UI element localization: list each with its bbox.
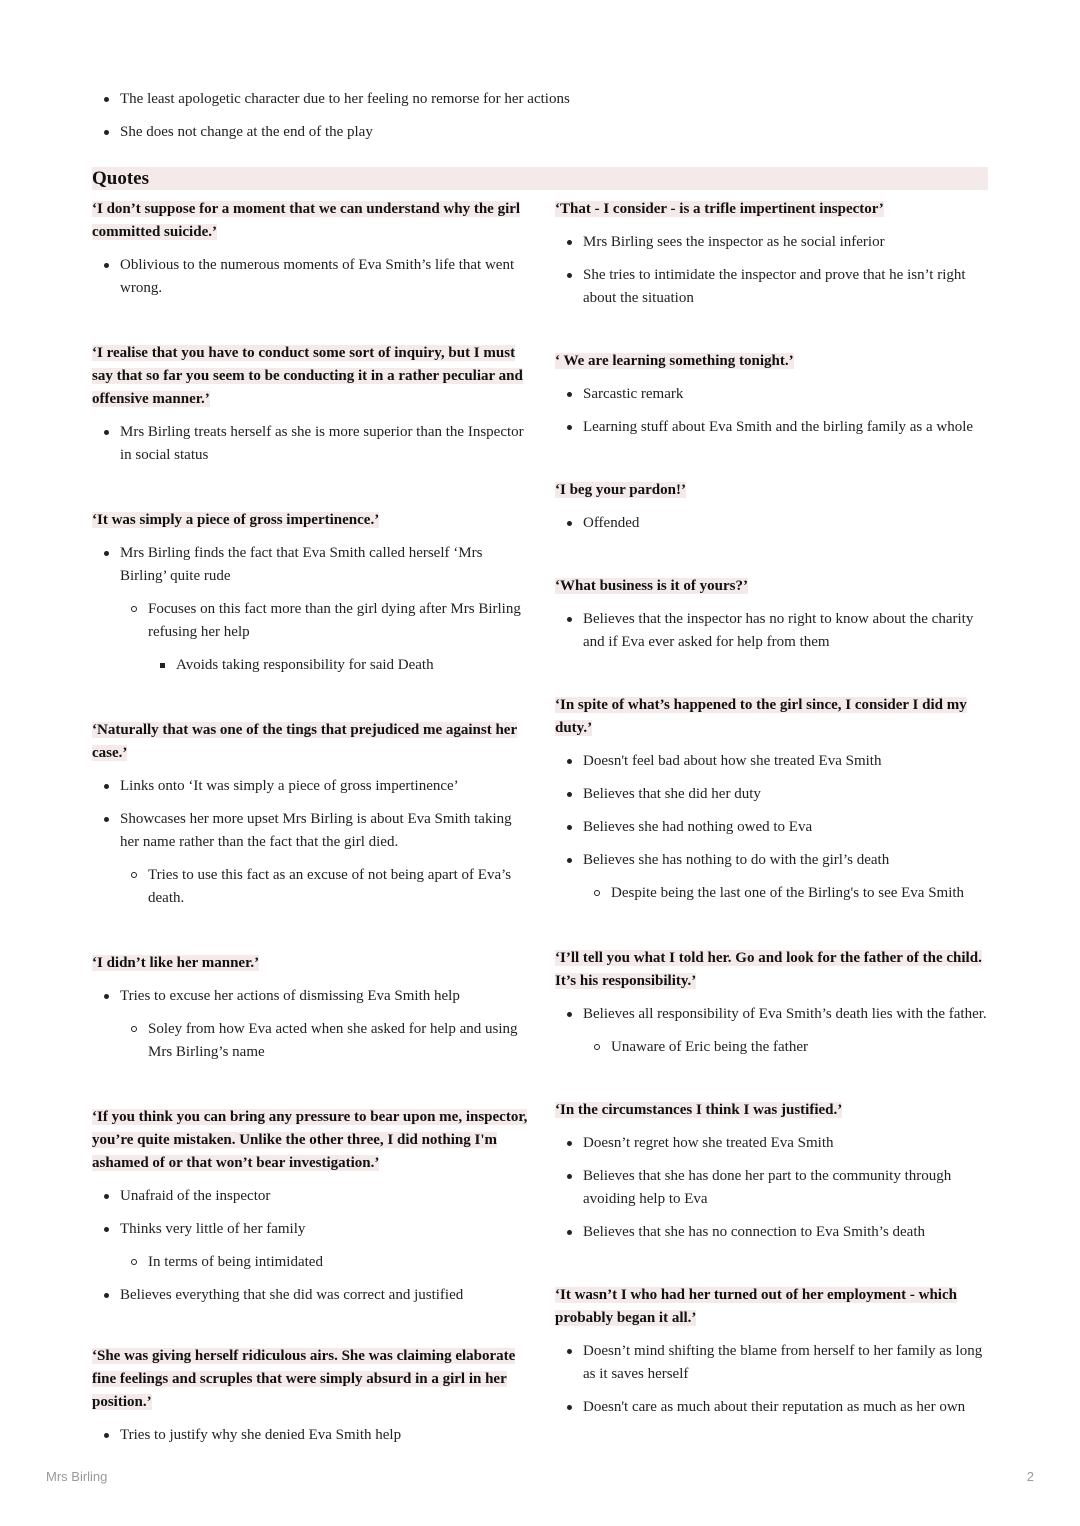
analysis-list bbox=[555, 1340, 990, 1419]
quote-block bbox=[555, 1099, 990, 1244]
analysis-list bbox=[92, 421, 528, 467]
analysis-list bbox=[92, 542, 528, 677]
quote-text bbox=[555, 198, 990, 221]
analysis-point: Offended bbox=[555, 512, 990, 535]
analysis-point: Believes that she did her duty bbox=[555, 783, 990, 806]
quote-text bbox=[555, 1284, 990, 1330]
quote-highlight: ‘That - I consider - is a trifle impertinent inspector’ bbox=[555, 201, 884, 217]
quote-block bbox=[92, 342, 528, 467]
quote-highlight: ‘In spite of what’s happened to the girl since, I consider I did my duty.’ bbox=[555, 697, 967, 736]
analysis-list bbox=[555, 231, 990, 310]
quote-highlight: ‘What business is it of yours?’ bbox=[555, 578, 748, 594]
quote-highlight: ‘Naturally that was one of the tings that prejudiced me against her case.’ bbox=[92, 722, 518, 761]
analysis-point: Links onto ‘It was simply a piece of gross impertinence’ bbox=[92, 775, 528, 798]
quote-text bbox=[555, 350, 990, 373]
page-number: 2 bbox=[1026, 1469, 1034, 1484]
quote-text bbox=[92, 719, 528, 765]
analysis-point: She tries to intimidate the inspector and prove that he isn’t right about the situation bbox=[555, 264, 990, 310]
quote-text bbox=[555, 1099, 990, 1122]
quote-highlight: ‘If you think you can bring any pressure to bear upon me, inspector, you’re quite mistaken. Unlike the other three, I did nothing I'm ashamed of or that won’t bear investigation.’ bbox=[92, 1109, 528, 1171]
analysis-point: Doesn't feel bad about how she treated Eva Smith bbox=[555, 750, 990, 773]
analysis-point: Oblivious to the numerous moments of Eva Smith’s life that went wrong. bbox=[92, 254, 528, 300]
quote-highlight: ‘It was simply a piece of gross impertinence.’ bbox=[92, 512, 380, 528]
analysis-point: Unaware of Eric being the father bbox=[555, 1036, 990, 1059]
quote-text bbox=[92, 198, 528, 244]
analysis-point: Learning stuff about Eva Smith and the birling family as a whole bbox=[555, 416, 990, 439]
quote-highlight: ‘In the circumstances I think I was justified.’ bbox=[555, 1102, 843, 1118]
quote-highlight: ‘ We are learning something tonight.’ bbox=[555, 353, 794, 369]
quote-highlight: ‘I’ll tell you what I told her. Go and look for the father of the child. It’s his responsibility.’ bbox=[555, 950, 982, 989]
analysis-list bbox=[92, 254, 528, 300]
quote-text bbox=[555, 479, 990, 502]
quotes-heading: Quotes bbox=[92, 167, 988, 190]
quote-block bbox=[555, 575, 990, 654]
analysis-list bbox=[555, 383, 990, 439]
analysis-point: Tries to excuse her actions of dismissing Eva Smith help bbox=[92, 985, 528, 1008]
analysis-point: Believes that the inspector has no right to know about the charity and if Eva ever asked for help from them bbox=[555, 608, 990, 654]
analysis-point: Soley from how Eva acted when she asked for help and using Mrs Birling’s name bbox=[92, 1018, 528, 1064]
quote-block bbox=[92, 1345, 528, 1447]
quote-text bbox=[92, 952, 528, 975]
quote-block bbox=[92, 509, 528, 677]
quote-highlight: ‘She was giving herself ridiculous airs. She was claiming elaborate fine feelings and scruples that were simply absurd in a girl in her position.’ bbox=[92, 1348, 516, 1410]
analysis-point: Thinks very little of her family bbox=[92, 1218, 528, 1241]
quote-text bbox=[92, 342, 528, 411]
quote-block bbox=[555, 947, 990, 1059]
intro-point: The least apologetic character due to her feeling no remorse for her actions bbox=[92, 88, 982, 111]
analysis-list bbox=[555, 512, 990, 535]
analysis-list bbox=[555, 1132, 990, 1244]
analysis-list bbox=[555, 750, 990, 905]
analysis-point: Avoids taking responsibility for said Death bbox=[92, 654, 528, 677]
analysis-point: Believes all responsibility of Eva Smith’s death lies with the father. bbox=[555, 1003, 990, 1026]
quote-block bbox=[555, 350, 990, 439]
quote-text bbox=[92, 509, 528, 532]
analysis-point: In terms of being intimidated bbox=[92, 1251, 528, 1274]
analysis-point: Doesn't care as much about their reputation as much as her own bbox=[555, 1396, 990, 1419]
left-quote-column bbox=[92, 198, 528, 1447]
analysis-point: Doesn’t mind shifting the blame from herself to her family as long as it saves herself bbox=[555, 1340, 990, 1386]
analysis-list bbox=[92, 985, 528, 1064]
quote-text bbox=[555, 575, 990, 598]
quote-block bbox=[555, 479, 990, 535]
analysis-point: Showcases her more upset Mrs Birling is about Eva Smith taking her name rather than the fact that the girl died. bbox=[92, 808, 528, 854]
analysis-point: Mrs Birling finds the fact that Eva Smith called herself ‘Mrs Birling’ quite rude bbox=[92, 542, 528, 588]
analysis-point: Mrs Birling sees the inspector as he social inferior bbox=[555, 231, 990, 254]
analysis-point: Believes everything that she did was correct and justified bbox=[92, 1284, 528, 1307]
analysis-point: Believes she had nothing owed to Eva bbox=[555, 816, 990, 839]
analysis-point: Tries to justify why she denied Eva Smith help bbox=[92, 1424, 528, 1447]
quote-highlight: ‘I don’t suppose for a moment that we can understand why the girl committed suicide.’ bbox=[92, 201, 521, 240]
analysis-point: Doesn’t regret how she treated Eva Smith bbox=[555, 1132, 990, 1155]
analysis-point: Believes that she has done her part to the community through avoiding help to Eva bbox=[555, 1165, 990, 1211]
quote-block bbox=[555, 198, 990, 310]
analysis-point: Believes that she has no connection to Eva Smith’s death bbox=[555, 1221, 990, 1244]
quote-block bbox=[92, 1106, 528, 1307]
footer-title: Mrs Birling bbox=[46, 1469, 108, 1484]
intro-point: She does not change at the end of the play bbox=[92, 121, 982, 144]
analysis-point: Mrs Birling treats herself as she is more superior than the Inspector in social status bbox=[92, 421, 528, 467]
analysis-point: Unafraid of the inspector bbox=[92, 1185, 528, 1208]
quote-highlight: ‘It wasn’t I who had her turned out of her employment - which probably began it all.’ bbox=[555, 1287, 957, 1326]
quote-block bbox=[555, 1284, 990, 1419]
quote-block bbox=[555, 694, 990, 905]
analysis-list bbox=[555, 1003, 990, 1059]
analysis-list bbox=[92, 775, 528, 910]
quote-block bbox=[92, 719, 528, 910]
quote-highlight: ‘I didn’t like her manner.’ bbox=[92, 955, 260, 971]
intro-list bbox=[92, 88, 982, 154]
quote-text bbox=[92, 1345, 528, 1414]
analysis-point: Despite being the last one of the Birling's to see Eva Smith bbox=[555, 882, 990, 905]
quote-text bbox=[555, 947, 990, 993]
right-quote-column bbox=[555, 198, 990, 1419]
analysis-point: Sarcastic remark bbox=[555, 383, 990, 406]
quote-text bbox=[92, 1106, 528, 1175]
quote-block bbox=[92, 952, 528, 1064]
analysis-list bbox=[92, 1424, 528, 1447]
quote-highlight: ‘I realise that you have to conduct some sort of inquiry, but I must say that so far you seem to be conducting it in a rather peculiar and offensive manner.’ bbox=[92, 345, 523, 407]
analysis-list bbox=[555, 608, 990, 654]
analysis-point: Tries to use this fact as an excuse of not being apart of Eva’s death. bbox=[92, 864, 528, 910]
quote-highlight: ‘I beg your pardon!’ bbox=[555, 482, 686, 498]
quote-block bbox=[92, 198, 528, 300]
analysis-point: Believes she has nothing to do with the girl’s death bbox=[555, 849, 990, 872]
quote-text bbox=[555, 694, 990, 740]
analysis-point: Focuses on this fact more than the girl dying after Mrs Birling refusing her help bbox=[92, 598, 528, 644]
analysis-list bbox=[92, 1185, 528, 1307]
